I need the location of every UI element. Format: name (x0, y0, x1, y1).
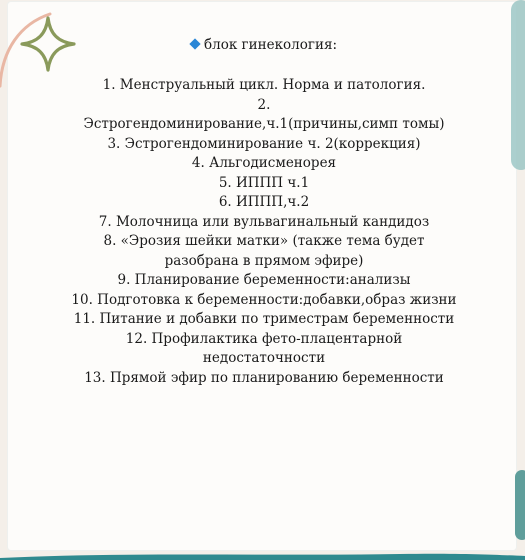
topic-item: 7. Молочница или вульвагинальный кандидоз (98, 213, 430, 230)
topic-item: 2. (257, 96, 271, 113)
topic-item: 1. Менструальный цикл. Норма и патология. (102, 77, 426, 93)
topic-item: 5. ИППП ч.1 (218, 174, 310, 191)
topic-item: 9. Планирование беременности:анализы (117, 272, 411, 288)
teal-brush-stroke-bottom-edge (0, 544, 525, 560)
topic-item: 6. ИППП,ч.2 (218, 194, 310, 210)
section-heading (70, 36, 458, 54)
topic-item: 11. Питание и добавки по триместрам беременности (73, 311, 455, 327)
teal-brush-stroke-top (511, 0, 525, 170)
topic-item: 3. Эстрогендоминирование ч. 2(коррекция) (107, 135, 421, 152)
topic-item: 8. «Эрозия шейки матки» (также тема будет разобрана в прямом эфире) (103, 233, 425, 269)
section-heading-text: блок гинекология: (203, 37, 338, 53)
text-block (70, 36, 458, 388)
topic-item: 13. Прямой эфир по планированию беременности (84, 369, 444, 386)
teal-brush-stroke-bottom (515, 470, 525, 540)
blue-diamond-icon (189, 38, 200, 49)
topic-list (70, 76, 458, 388)
sparkle-star-icon (20, 16, 76, 72)
topic-item: 10. Подготовка к беременности:добавки,образ жизни (71, 291, 457, 308)
topic-item: 4. Альгодисменорея (191, 155, 337, 171)
topic-item: 12. Профилактика фето-плацентарной недостаточности (125, 330, 403, 366)
topic-item: Эстрогендоминирование,ч.1(причины,симп томы) (83, 116, 445, 132)
